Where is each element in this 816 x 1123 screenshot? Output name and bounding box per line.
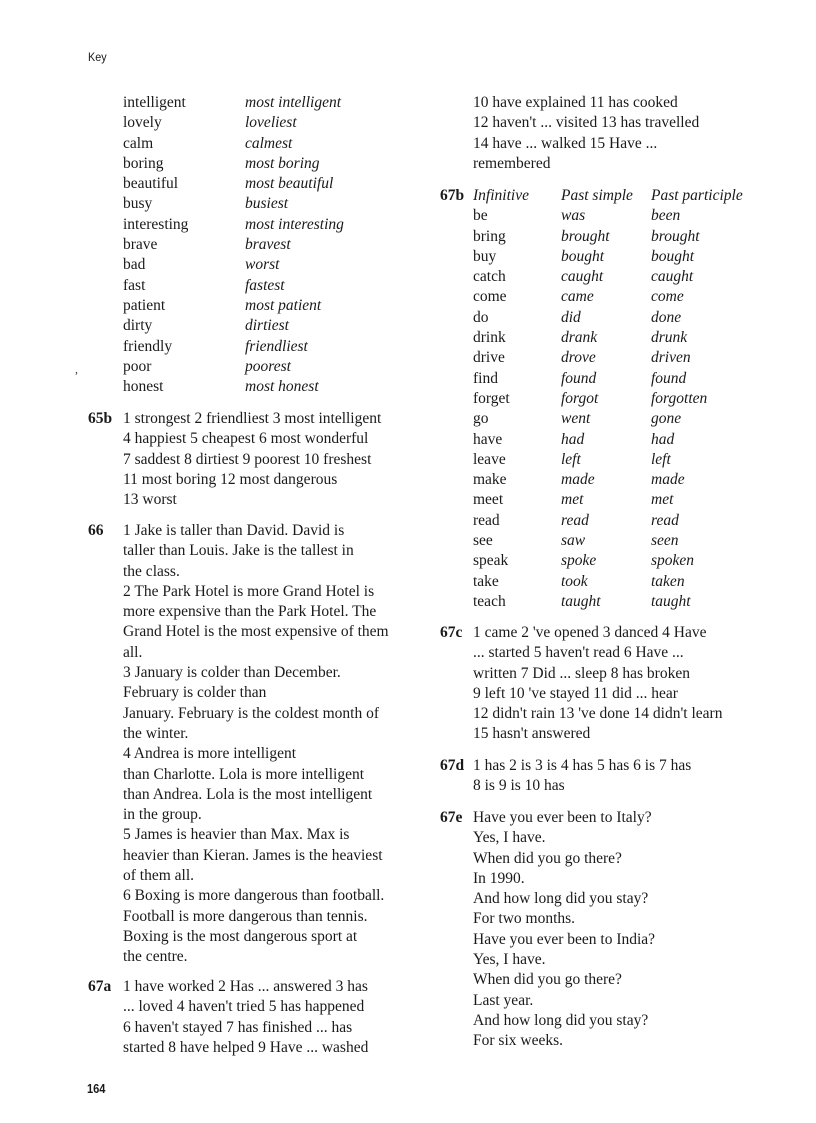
irregular-verb-table: [473, 186, 773, 612]
adjective: intelligent: [123, 94, 186, 111]
verb-row: [473, 409, 773, 429]
exercise-label: 67e: [440, 809, 463, 826]
infinitive: do: [473, 308, 489, 326]
answer-line: 12 haven't ... visited 13 has travelled: [473, 114, 700, 132]
dialogue-line: In 1990.: [473, 869, 525, 887]
dialogue-line: When did you go there?: [473, 849, 622, 867]
answer-line: 4 Andrea is more intelligent: [123, 745, 297, 763]
past-participle: left: [651, 450, 671, 468]
past-participle: bought: [651, 247, 695, 265]
dialogue-line: Last year.: [473, 991, 534, 1009]
answer-line: the centre.: [123, 948, 188, 966]
past-simple: came: [561, 288, 594, 306]
answer-line: 5 James is heavier than Max. Max is: [123, 826, 350, 844]
dialogue-line: For six weeks.: [473, 1032, 563, 1050]
adjective: patient: [123, 296, 166, 314]
answer-line: 1 came 2 've opened 3 danced 4 Have: [473, 624, 707, 641]
answer-line: 8 is 9 is 10 has: [473, 777, 565, 795]
adjective: boring: [123, 154, 164, 172]
infinitive: drive: [473, 349, 505, 367]
past-simple: found: [561, 369, 597, 387]
answer-line: 3 January is colder than December.: [123, 664, 341, 682]
past-simple: did: [561, 308, 581, 326]
exercise-67d-answers: [473, 756, 691, 797]
infinitive: make: [473, 471, 507, 489]
adjective-superlative-table: [123, 93, 423, 397]
infinitive: take: [473, 572, 499, 590]
past-participle: spoken: [651, 552, 695, 570]
page-header: Key: [88, 50, 107, 64]
answer-line: more expensive than the Park Hotel. The: [123, 603, 377, 621]
answer-line: 1 strongest 2 friendliest 3 most intelligent: [123, 410, 382, 427]
answer-line: than Andrea. Lola is the most intelligent: [123, 785, 373, 803]
adjective: fast: [123, 276, 146, 294]
superlative: most intelligent: [245, 94, 342, 111]
left-column: [88, 93, 428, 1063]
answer-line: started 8 have helped 9 Have ... washed: [123, 1038, 369, 1056]
past-simple: caught: [561, 268, 604, 286]
adjective-row: [123, 255, 423, 275]
adjective: busy: [123, 195, 153, 213]
exercise-65b-answers: [123, 409, 381, 510]
dialogue-line: For two months.: [473, 910, 576, 928]
past-simple: left: [561, 450, 581, 468]
superlative: loveliest: [245, 114, 297, 132]
adjective: friendly: [123, 337, 173, 355]
answer-line: 11 most boring 12 most dangerous: [123, 470, 338, 488]
answer-line: January. February is the coldest month of: [123, 704, 379, 722]
adjective: dirty: [123, 317, 153, 335]
past-participle: read: [651, 511, 679, 529]
past-simple: drove: [561, 349, 596, 367]
verb-row: [473, 348, 773, 368]
infinitive: go: [473, 410, 489, 428]
answer-line: than Charlotte. Lola is more intelligent: [123, 765, 365, 783]
past-participle: drunk: [651, 329, 688, 347]
page-number: 164: [87, 1081, 106, 1096]
answer-line: Football is more dangerous than tennis.: [123, 907, 368, 925]
adjective: poor: [123, 357, 152, 375]
adjective: calm: [123, 134, 154, 152]
exercise-67a-continued: [473, 93, 699, 174]
verb-row: [473, 531, 773, 551]
verb-row: [473, 551, 773, 571]
adjective-row: [123, 337, 423, 357]
answer-line: heavier than Kieran. James is the heaviest: [123, 846, 383, 864]
margin-mark: ,: [75, 362, 78, 376]
verb-row: [473, 227, 773, 247]
past-simple: taught: [561, 592, 601, 610]
infinitive: teach: [473, 592, 506, 610]
verb-row: [473, 247, 773, 267]
past-participle: caught: [651, 268, 694, 286]
infinitive: leave: [473, 450, 506, 468]
answer-line: 10 have explained 11 has cooked: [473, 94, 678, 111]
past-participle: taken: [651, 572, 685, 590]
past-participle: forgotten: [651, 389, 708, 407]
answer-line: ... started 5 haven't read 6 Have ...: [473, 644, 684, 662]
answer-line: 6 Boxing is more dangerous than football.: [123, 887, 385, 905]
superlative: most beautiful: [245, 175, 334, 193]
exercise-67e-answers: [473, 808, 655, 1052]
infinitive: forget: [473, 389, 510, 407]
exercise-label: 66: [88, 522, 104, 539]
verb-row: [473, 572, 773, 592]
dialogue-line: When did you go there?: [473, 971, 622, 989]
past-participle: driven: [651, 349, 691, 367]
past-simple: went: [561, 410, 591, 428]
answer-line: taller than Louis. Jake is the tallest in: [123, 542, 354, 560]
answer-line: Boxing is the most dangerous sport at: [123, 927, 358, 945]
adjective-row: [123, 174, 423, 194]
adjective-row: [123, 113, 423, 133]
infinitive: come: [473, 288, 507, 306]
infinitive: meet: [473, 491, 504, 509]
past-simple: forgot: [561, 389, 599, 407]
infinitive: have: [473, 430, 503, 448]
exercise-label: 65b: [88, 410, 113, 427]
verb-row: [473, 470, 773, 490]
exercise-label: 67d: [440, 757, 465, 774]
superlative: busiest: [245, 195, 289, 213]
superlative: most patient: [245, 296, 322, 314]
past-simple: was: [561, 207, 586, 225]
exercise-66-answers: [123, 521, 389, 968]
exercise-label: 67c: [440, 624, 463, 641]
past-participle: gone: [651, 410, 682, 428]
superlative: fastest: [245, 276, 285, 294]
answer-line: 14 have ... walked 15 Have ...: [473, 134, 658, 152]
answer-line: 4 happiest 5 cheapest 6 most wonderful: [123, 430, 369, 448]
adjective: lovely: [123, 114, 162, 132]
column-header: Past participle: [651, 187, 743, 204]
past-participle: had: [651, 430, 675, 448]
past-simple: brought: [561, 227, 610, 245]
adjective-row: [123, 377, 423, 397]
adjective-row: [123, 316, 423, 336]
infinitive: drink: [473, 329, 506, 347]
adjective: bad: [123, 256, 146, 274]
right-column: [440, 93, 780, 1063]
superlative: poorest: [245, 357, 291, 375]
superlative: friendliest: [245, 337, 308, 355]
dialogue-line: Yes, I have.: [473, 829, 546, 847]
adjective-row: [123, 215, 423, 235]
superlative: calmest: [245, 134, 293, 152]
answer-line: February is colder than: [123, 684, 267, 702]
verb-row: [473, 430, 773, 450]
superlative: dirtiest: [245, 317, 289, 335]
past-simple: had: [561, 430, 585, 448]
answer-line: Grand Hotel is the most expensive of them: [123, 623, 389, 641]
answer-line: remembered: [473, 154, 551, 172]
superlative: most boring: [245, 154, 320, 172]
past-simple: read: [561, 511, 589, 529]
column-header: Infinitive: [473, 187, 529, 204]
answer-line: the class.: [123, 562, 180, 580]
adjective-row: [123, 296, 423, 316]
infinitive: buy: [473, 247, 497, 265]
verb-row: [473, 328, 773, 348]
verb-table-header: [473, 186, 773, 206]
dialogue-line: Have you ever been to Italy?: [473, 809, 652, 826]
past-simple: met: [561, 491, 584, 509]
past-simple: saw: [561, 532, 586, 550]
answer-line: in the group.: [123, 806, 202, 824]
answer-line: 7 saddest 8 dirtiest 9 poorest 10 freshest: [123, 450, 372, 468]
past-participle: met: [651, 491, 674, 509]
answer-line: 12 didn't rain 13 've done 14 didn't learn: [473, 705, 723, 723]
verb-row: [473, 389, 773, 409]
past-participle: found: [651, 369, 687, 387]
dialogue-line: Yes, I have.: [473, 951, 546, 969]
answer-line: 6 haven't stayed 7 has finished ... has: [123, 1018, 353, 1036]
verb-row: [473, 490, 773, 510]
exercise-67a-answers: [123, 977, 368, 1058]
answer-line: 1 Jake is taller than David. David is: [123, 522, 345, 539]
infinitive: be: [473, 207, 488, 225]
exercise-label: 67a: [88, 978, 112, 995]
infinitive: see: [473, 532, 493, 550]
adjective-row: [123, 154, 423, 174]
answer-line: 1 has 2 is 3 is 4 has 5 has 6 is 7 has: [473, 757, 692, 774]
past-participle: taught: [651, 592, 691, 610]
adjective: honest: [123, 378, 164, 396]
past-simple: took: [561, 572, 588, 590]
answer-line: 2 The Park Hotel is more Grand Hotel is: [123, 582, 375, 600]
exercise-label: 67b: [440, 187, 465, 204]
dialogue-line: Have you ever been to India?: [473, 930, 656, 948]
adjective: interesting: [123, 215, 189, 233]
adjective-row: [123, 357, 423, 377]
adjective-row: [123, 134, 423, 154]
answer-line: 1 have worked 2 Has ... answered 3 has: [123, 978, 368, 995]
superlative: most honest: [245, 378, 319, 396]
verb-row: [473, 206, 773, 226]
infinitive: catch: [473, 268, 506, 286]
past-participle: made: [651, 471, 685, 489]
superlative: most interesting: [245, 215, 344, 233]
past-simple: drank: [561, 329, 598, 347]
past-simple: spoke: [561, 552, 597, 570]
infinitive: read: [473, 511, 500, 529]
adjective-row: [123, 276, 423, 296]
adjective-row: [123, 93, 423, 113]
dialogue-line: And how long did you stay?: [473, 1011, 649, 1029]
answer-line: the winter.: [123, 724, 189, 742]
past-simple: bought: [561, 247, 605, 265]
verb-row: [473, 369, 773, 389]
answer-line: all.: [123, 643, 143, 661]
verb-row: [473, 287, 773, 307]
dialogue-line: And how long did you stay?: [473, 890, 649, 908]
past-participle: come: [651, 288, 684, 306]
adjective-row: [123, 194, 423, 214]
adjective: beautiful: [123, 175, 179, 193]
adjective: brave: [123, 236, 158, 254]
past-participle: brought: [651, 227, 700, 245]
answer-line: 13 worst: [123, 491, 177, 509]
verb-row: [473, 450, 773, 470]
exercise-67c-answers: [473, 623, 722, 745]
answer-line: 15 hasn't answered: [473, 725, 591, 743]
adjective-row: [123, 235, 423, 255]
answer-line: written 7 Did ... sleep 8 has broken: [473, 664, 690, 682]
past-participle: seen: [651, 532, 679, 550]
infinitive: find: [473, 369, 498, 387]
verb-row: [473, 267, 773, 287]
infinitive: bring: [473, 227, 506, 245]
answer-line: ... loved 4 haven't tried 5 has happened: [123, 998, 365, 1016]
superlative: worst: [245, 256, 280, 274]
verb-row: [473, 308, 773, 328]
infinitive: speak: [473, 552, 509, 570]
verb-row: [473, 592, 773, 612]
answer-line: of them all.: [123, 867, 195, 885]
past-participle: been: [651, 207, 681, 225]
past-participle: done: [651, 308, 682, 326]
column-header: Past simple: [561, 187, 633, 204]
answer-line: 9 left 10 've stayed 11 did ... hear: [473, 684, 678, 702]
verb-row: [473, 511, 773, 531]
past-simple: made: [561, 471, 595, 489]
superlative: bravest: [245, 236, 291, 254]
